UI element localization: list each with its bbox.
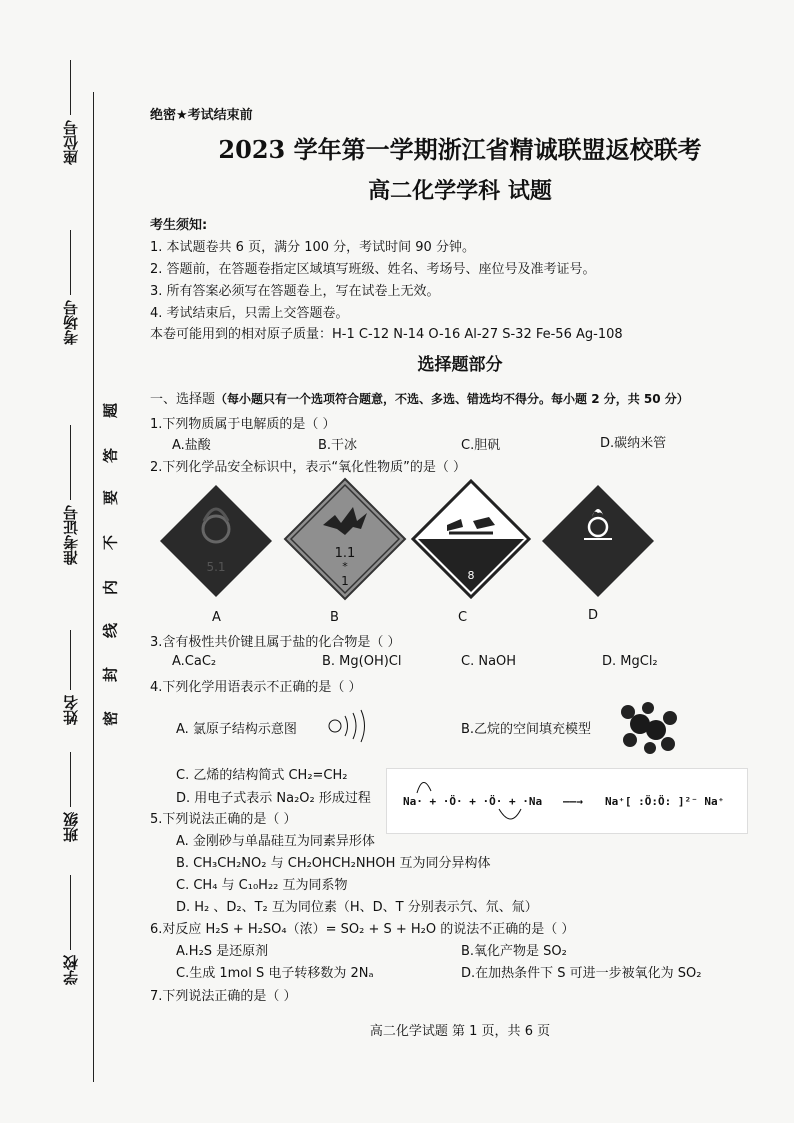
sign-c-class: 8 <box>467 569 475 582</box>
notice-heading: 考生须知: <box>150 218 208 233</box>
ethane-model-icon <box>618 700 680 756</box>
question-6-stem: 6.对反应 H₂S + H₂SO₄（浓）= SO₂ + S + H₂O 的说法不正确的是（ ） <box>150 922 575 937</box>
q3-option-a[interactable]: A.CaC₂ <box>172 654 217 669</box>
seat-number-field[interactable]: 座位号 <box>55 120 85 169</box>
question-2-stem: 2.下列化学品安全标识中，表示“氧化性物质”的是（ ） <box>150 460 467 475</box>
seal-char: 不 <box>101 535 120 551</box>
name-field[interactable]: 姓名 <box>55 695 85 729</box>
q6-option-d[interactable]: D.在加热条件下 S 可进一步被氧化为 SO₂ <box>461 966 702 981</box>
q6-option-b[interactable]: B.氧化产物是 SO₂ <box>461 944 567 959</box>
electron-formula-right: Na⁺[ :Ö:Ö: ]²⁻ Na⁺ <box>605 795 725 808</box>
q5-option-b[interactable]: B. CH₃CH₂NO₂ 与 CH₂OHCH₂NHOH 互为同分异构体 <box>176 856 491 871</box>
explosive-sign-b[interactable] <box>283 477 407 601</box>
chlorine-atom-diagram <box>325 708 371 744</box>
oxidizer-sign-d[interactable] <box>540 483 656 599</box>
sign-b-class: 1 <box>341 574 349 588</box>
question-7-stem: 7.下列说法正确的是（ ） <box>150 989 297 1004</box>
binding-line <box>93 92 94 1082</box>
q1-option-b[interactable]: B.干冰 <box>318 438 358 453</box>
q1-option-c[interactable]: C.胆矾 <box>461 438 501 453</box>
electron-formula-arrow: ——→ <box>563 795 583 808</box>
notice-item: 1. 本试题卷共 6 页，满分 100 分，考试时间 90 分钟。 <box>150 240 475 255</box>
q5-option-c[interactable]: C. CH₄ 与 C₁₀H₂₂ 互为同系物 <box>176 878 348 893</box>
page-footer: 高二化学试题 第 1 页，共 6 页 <box>369 1024 551 1039</box>
sign-a-class: 5.1 <box>206 560 226 574</box>
sign-b-division: 1.1 <box>334 546 356 561</box>
electron-formula-left: Na· + ·Ö· + ·Ö· + ·Na <box>403 795 543 808</box>
question-4-stem: 4.下列化学用语表示不正确的是（ ） <box>150 680 362 695</box>
corrosive-sign-c[interactable] <box>411 479 531 599</box>
confidential-mark: 绝密★考试结束前 <box>150 108 253 123</box>
seal-char: 密 <box>101 711 120 727</box>
sign-label-b: B <box>330 610 339 625</box>
notice-item: 2. 答题前，在答题卷指定区域填写班级、姓名、考场号、座位号及准考证号。 <box>150 262 596 277</box>
question-5-stem: 5.下列说法正确的是（ ） <box>150 812 297 827</box>
school-field[interactable]: 学校 <box>55 955 85 989</box>
question-3-stem: 3.含有极性共价键且属于盐的化合物是（ ） <box>150 635 401 650</box>
seal-char: 线 <box>101 623 120 639</box>
exam-title: 2023 学年第一学期浙江省精诚联盟返校联考 <box>218 135 702 164</box>
part-heading: 一、选择题（每小题只有一个选项符合题意，不选、多选、错选均不得分。每小题 2 分，共 50 分） <box>150 392 689 407</box>
notice-item: 3. 所有答案必须写在答题卷上，写在试卷上无效。 <box>150 284 440 299</box>
q6-option-a[interactable]: A.H₂S 是还原剂 <box>176 944 269 959</box>
atomic-masses: 本卷可能用到的相对原子质量：H-1 C-12 N-14 O-16 Al-27 S-32 Fe-56 Ag-108 <box>150 327 623 342</box>
q3-option-d[interactable]: D. MgCl₂ <box>602 654 658 669</box>
exam-room-field[interactable]: 考场号 <box>55 300 85 349</box>
oxidizer-sign-a[interactable] <box>158 483 274 599</box>
q5-option-a[interactable]: A. 金刚砂与单晶硅互为同素异形体 <box>176 834 375 849</box>
question-1-stem: 1.下列物质属于电解质的是（ ） <box>150 417 336 432</box>
q3-option-c[interactable]: C. NaOH <box>461 654 517 669</box>
admission-number-field[interactable]: 准考证号 <box>55 505 85 569</box>
sign-label-c: C <box>458 610 468 625</box>
class-field[interactable]: 班级 <box>55 812 85 846</box>
sign-label-a: A <box>212 610 221 625</box>
seal-char: 题 <box>101 403 120 419</box>
q4-option-d[interactable]: D. 用电子式表示 Na₂O₂ 形成过程 <box>176 791 371 806</box>
q6-option-c[interactable]: C.生成 1mol S 电子转移数为 2Nₐ <box>176 966 374 981</box>
seal-char: 内 <box>101 580 120 596</box>
electron-formula-box <box>386 768 748 834</box>
notice-item: 4. 考试结束后，只需上交答题卷。 <box>150 306 349 321</box>
q3-option-b[interactable]: B. Mg(OH)Cl <box>322 654 402 669</box>
seal-char: 要 <box>101 490 120 506</box>
sign-b-star: * <box>342 560 348 573</box>
q1-option-d[interactable]: D.碳纳米管 <box>600 436 667 451</box>
q4-option-c[interactable]: C. 乙烯的结构简式 CH₂=CH₂ <box>176 768 348 783</box>
exam-subtitle: 高二化学学科 试题 <box>368 178 552 204</box>
seal-char: 答 <box>101 448 120 464</box>
q4-option-b[interactable]: B.乙烷的空间填充模型 <box>461 722 592 737</box>
sign-label-d: D <box>588 608 599 623</box>
seal-char: 封 <box>101 667 120 683</box>
q5-option-d[interactable]: D. H₂ 、D₂、T₂ 互为同位素（H、D、T 分别表示氕、氘、氚） <box>176 900 538 915</box>
q4-option-a[interactable]: A. 氯原子结构示意图 <box>176 722 297 737</box>
section-title: 选择题部分 <box>417 355 503 375</box>
q1-option-a[interactable]: A.盐酸 <box>172 438 211 453</box>
